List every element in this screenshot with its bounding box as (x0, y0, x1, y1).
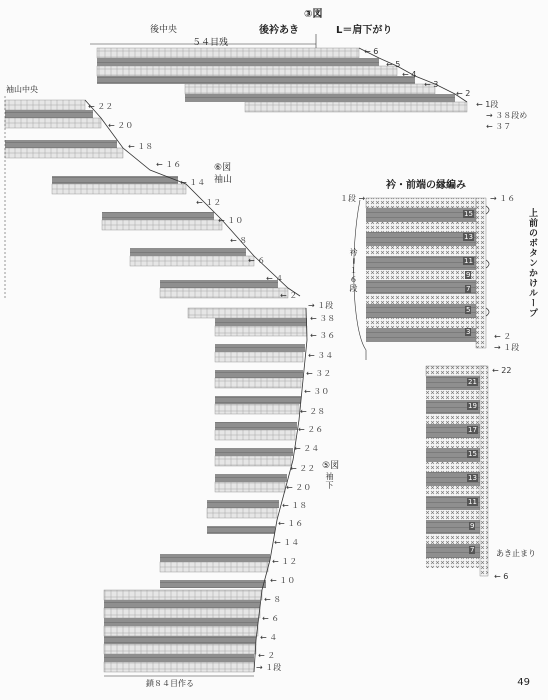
row-label: ← ２４ (294, 444, 320, 453)
row-label: ← １２ (272, 557, 298, 566)
band-number: 19 (468, 402, 477, 410)
remaining-stitches: ５４目残 (192, 38, 229, 48)
collar-rows-label: 衿＝１６段 (349, 248, 358, 293)
row-label: ← ３６ (310, 331, 336, 340)
band-number: 11 (464, 257, 473, 265)
fig5-label: ⑤図 (322, 461, 340, 471)
row-label: ← ３８ (310, 314, 336, 323)
row-label: ← ４ (260, 633, 278, 642)
row-label: ← ２ (258, 651, 276, 660)
row-label: ← ２２ (88, 102, 114, 111)
row-label: ← ２０ (286, 483, 312, 492)
band-number: 21 (468, 378, 477, 386)
band-number: 15 (468, 450, 477, 458)
row-label: ← ２２ (290, 464, 316, 473)
edging-end-row: → １６ (490, 194, 516, 203)
row-label: ← １４ (274, 538, 300, 547)
row-label: ← ６ (262, 614, 280, 623)
edging-chart (354, 198, 489, 576)
row-label: ← ８ (264, 595, 282, 604)
row-label: → １段 (494, 343, 520, 352)
sleeve-cap-chart (5, 96, 300, 300)
row-label: ← ２ (280, 291, 298, 300)
page-number: 49 (517, 677, 530, 688)
button-loop-label: 上前のボタンかけループ (527, 208, 537, 318)
row-label: ← １０ (218, 216, 244, 225)
row-label: ← ８ (230, 236, 248, 245)
row-label: ← １０ (270, 576, 296, 585)
band-number: 17 (468, 426, 477, 434)
row-label: ← ３２ (306, 369, 332, 378)
row-label: ← ３０ (304, 387, 330, 396)
row-label: ← 1段 (476, 100, 499, 109)
row-label: → ３８段め (486, 111, 528, 120)
row-label: ← ２０ (108, 121, 134, 130)
band-number: 13 (464, 233, 473, 241)
row-label: ← ２８ (300, 407, 326, 416)
row-label: ← ４ (266, 274, 284, 283)
band-number: 3 (466, 328, 471, 336)
row-label: ← ６ (248, 256, 266, 265)
row-label: ← 5 (386, 60, 401, 69)
row-label: ← ３４ (308, 351, 334, 360)
lower-top-row: ← 22 (492, 366, 512, 375)
shoulder-legend: L＝肩下がり (336, 25, 393, 36)
band-number: 15 (464, 210, 473, 218)
band-number: 7 (466, 285, 471, 293)
row-label: ← １４ (180, 178, 206, 187)
band-number: 9 (466, 271, 471, 279)
row-label: ← １８ (282, 501, 308, 510)
fig3-label: ③図 (304, 9, 323, 20)
row-label: → １段 (308, 301, 334, 310)
sleeve-name: 袖下 (325, 472, 334, 490)
band-number: 11 (468, 498, 477, 506)
row-label: ← 4 (402, 70, 417, 79)
row-label: ← ２ (494, 332, 512, 341)
edging-start-row: １段 → (340, 194, 366, 203)
center-back-label: 後中央 (150, 25, 178, 35)
sleeve-cap-name: 袖山 (214, 175, 233, 185)
row-label: ← １６ (156, 160, 182, 169)
fig6-label: ⑥図 (214, 163, 232, 173)
row-label: ← １６ (278, 519, 304, 528)
band-number: 5 (466, 306, 471, 314)
row-label: → １段 (256, 663, 282, 672)
band-number: 13 (468, 474, 477, 482)
row-label: ← 3 (424, 80, 439, 89)
chain-start-label: 鎖８４目作る (146, 679, 194, 688)
open-stop-label: あき止まり (496, 549, 536, 558)
row-label: ← ２６ (298, 425, 324, 434)
open-row-label: ← 6 (494, 572, 509, 581)
row-label: ← 2 (456, 89, 471, 98)
back-neck-label: 後衿あき (259, 25, 299, 36)
row-label: ← ３７ (486, 122, 512, 131)
row-label: ← １８ (128, 142, 154, 151)
row-label: ← １２ (196, 198, 222, 207)
edging-title: 衿・前端の縁編み (386, 180, 466, 191)
sleeve-cap-center: 袖山中央 (6, 85, 38, 94)
row-label: ← 6 (364, 47, 379, 56)
band-number: 7 (470, 546, 475, 554)
band-number: 9 (470, 522, 475, 530)
